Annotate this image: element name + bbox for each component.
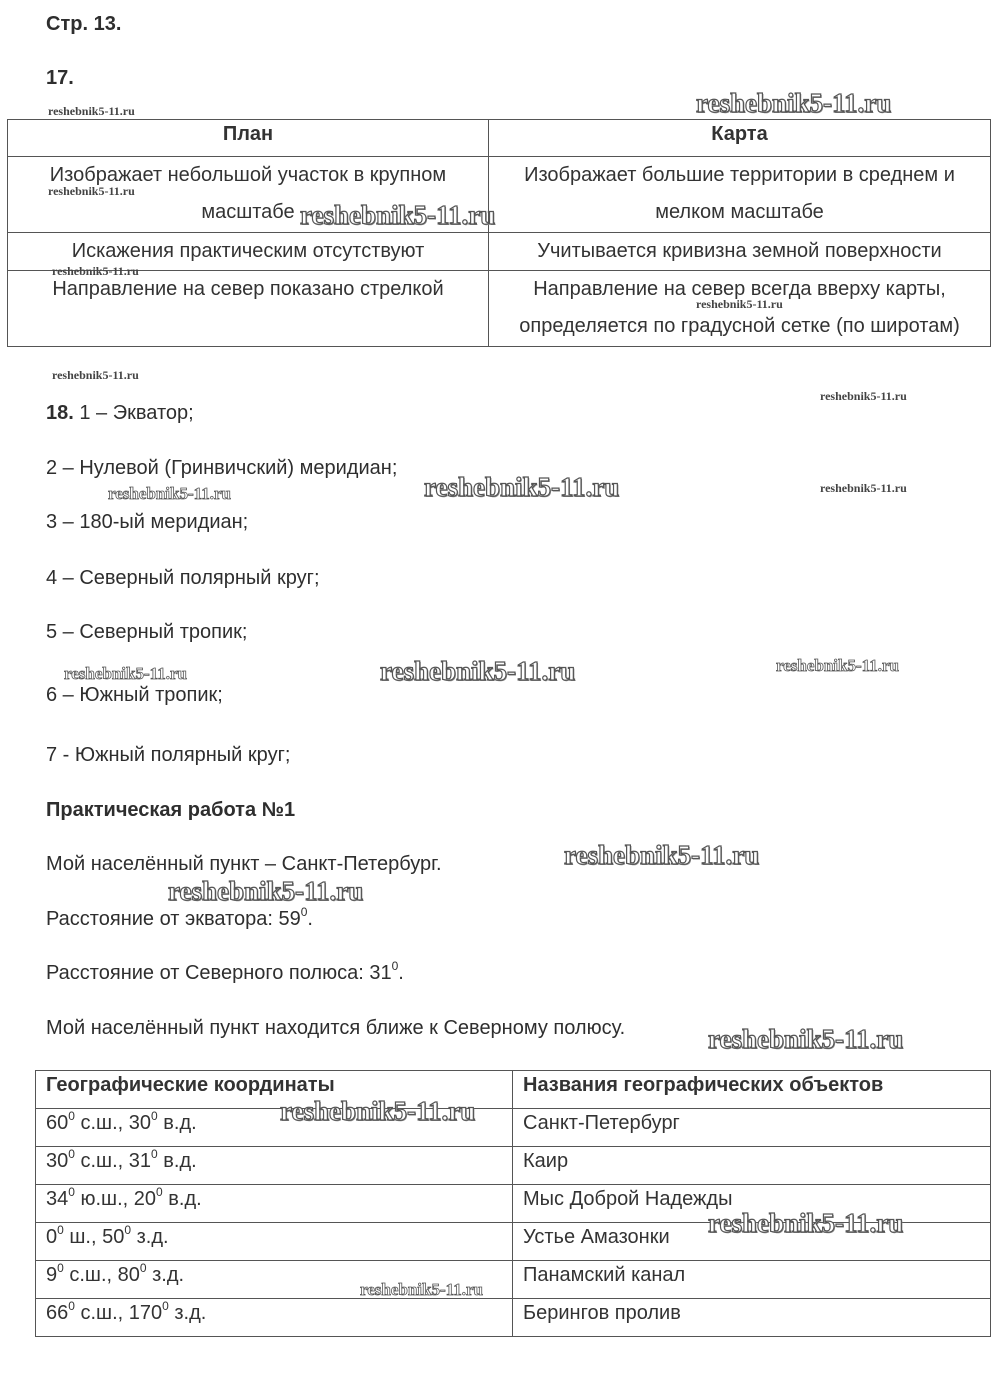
task-18-item-3: 3 – 180-ый меридиан; xyxy=(46,511,249,533)
degree-mark: 0 xyxy=(68,1109,75,1124)
watermark: reshebnik5-11.ru xyxy=(708,1208,904,1238)
latitude-direction: с.ш., xyxy=(74,1112,129,1134)
table-row xyxy=(36,1109,991,1147)
longitude-direction: в.д. xyxy=(162,1188,202,1210)
watermark: reshebnik5-11.ru xyxy=(168,876,364,906)
degree-mark: 0 xyxy=(162,1299,169,1314)
coordinates-cell xyxy=(36,1223,513,1261)
distance-pole-text: Расстояние от Северного полюса: 31 xyxy=(46,962,392,984)
table-row xyxy=(36,1261,991,1299)
task-18-item-2: 2 – Нулевой (Гринвичский) меридиан; xyxy=(46,457,398,479)
latitude-direction: с.ш., xyxy=(74,1302,129,1324)
table-row xyxy=(8,271,991,347)
watermark: reshebnik5-11.ru xyxy=(564,840,760,870)
longitude-direction: в.д. xyxy=(157,1150,197,1172)
latitude-direction: с.ш., xyxy=(63,1264,118,1286)
watermark: reshebnik5-11.ru xyxy=(820,481,907,495)
table-cell: Изображает небольшой участок в крупном масштабе xyxy=(8,157,489,233)
watermark: reshebnik5-11.ru xyxy=(52,368,139,382)
table-row xyxy=(8,233,991,271)
watermark: reshebnik5-11.ru xyxy=(708,1024,904,1054)
table-row xyxy=(8,157,991,233)
table-row xyxy=(36,1299,991,1337)
latitude: 9 xyxy=(46,1264,58,1286)
coordinates-cell xyxy=(36,1299,513,1337)
degree-mark: 0 xyxy=(156,1185,163,1200)
watermark: reshebnik5-11.ru xyxy=(360,1280,483,1299)
table-cell: Направление на север всегда вверху карты, определяется по градусной сетке (по широтам) xyxy=(489,271,991,347)
latitude: 66 xyxy=(46,1302,69,1324)
degree-mark: 0 xyxy=(57,1223,64,1238)
task-18-item-1 xyxy=(46,401,194,425)
distance-pole-line xyxy=(46,961,404,985)
watermark: reshebnik5-11.ru xyxy=(52,264,139,278)
longitude: 80 xyxy=(117,1264,140,1286)
longitude-direction: в.д. xyxy=(157,1112,197,1134)
longitude: 30 xyxy=(128,1112,152,1134)
watermark: reshebnik5-11.ru xyxy=(380,656,576,686)
practical-title: Практическая работа №1 xyxy=(46,799,296,821)
distance-equator-text: Расстояние от экватора: 59 xyxy=(46,908,301,930)
table-cell: Учитывается кривизна земной поверхности xyxy=(489,233,991,271)
column-header-objects: Названия географических объектов xyxy=(513,1071,991,1109)
watermark: reshebnik5-11.ru xyxy=(776,656,899,675)
column-header-map: Карта xyxy=(489,120,991,157)
object-name-cell: Мыс Доброй Надежды xyxy=(513,1185,991,1223)
task-18-item-7: 7 - Южный полярный круг; xyxy=(46,744,291,766)
column-header-plan: План xyxy=(8,120,489,157)
watermark: reshebnik5-11.ru xyxy=(696,88,892,118)
watermark: reshebnik5-11.ru xyxy=(108,484,231,503)
watermark: reshebnik5-11.ru xyxy=(300,200,496,230)
longitude: 20 xyxy=(133,1188,157,1210)
watermark: reshebnik5-11.ru xyxy=(696,297,783,311)
task-17-number: 17. xyxy=(46,67,74,89)
watermark: reshebnik5-11.ru xyxy=(48,104,135,118)
table-header-row xyxy=(36,1071,991,1109)
longitude: 31 xyxy=(128,1150,152,1172)
latitude-direction: ш., xyxy=(63,1226,103,1248)
degree-mark: 0 xyxy=(68,1147,75,1162)
task-18-item-4: 4 – Северный полярный круг; xyxy=(46,567,320,589)
degree-mark: 0 xyxy=(124,1223,132,1238)
period: . xyxy=(307,908,313,930)
table-cell: Изображает большие территории в среднем и мелком масштабе xyxy=(489,157,991,233)
coordinates-cell xyxy=(36,1147,513,1185)
object-name-cell: Каир xyxy=(513,1147,991,1185)
watermark: reshebnik5-11.ru xyxy=(280,1096,476,1126)
table-cell: Направление на север показано стрелкой xyxy=(8,271,489,347)
table-header-row xyxy=(8,120,991,157)
settlement-line: Мой населённый пункт – Санкт-Петербург. xyxy=(46,853,442,875)
degree-mark: 0 xyxy=(391,959,399,974)
degree-mark: 0 xyxy=(139,1261,147,1276)
degree-mark: 0 xyxy=(57,1261,64,1276)
page-number: Стр. 13. xyxy=(46,13,122,35)
degree-mark: 0 xyxy=(68,1299,75,1314)
longitude-direction: з.д. xyxy=(131,1226,169,1248)
distance-equator-line xyxy=(46,907,313,931)
degree-mark: 0 xyxy=(300,905,308,920)
degree-mark: 0 xyxy=(68,1185,75,1200)
degree-mark: 0 xyxy=(151,1147,158,1162)
column-header-coordinates: Географические координаты xyxy=(36,1071,513,1109)
conclusion-line: Мой населённый пункт находится ближе к Северному полюсу. xyxy=(46,1017,626,1039)
table-cell: Искажения практическим отсутствуют xyxy=(8,233,489,271)
coordinates-cell xyxy=(36,1185,513,1223)
longitude: 50 xyxy=(102,1226,125,1248)
latitude: 60 xyxy=(46,1112,69,1134)
longitude-direction: з.д. xyxy=(146,1264,185,1286)
watermark: reshebnik5-11.ru xyxy=(64,664,187,683)
object-name-cell: Санкт-Петербург xyxy=(513,1109,991,1147)
latitude: 34 xyxy=(46,1188,69,1210)
object-name-cell: Устье Амазонки xyxy=(513,1223,991,1261)
task-18-number: 18. xyxy=(46,402,74,424)
latitude-direction: ю.ш., xyxy=(74,1188,134,1210)
watermark: reshebnik5-11.ru xyxy=(820,389,907,403)
longitude: 170 xyxy=(128,1302,163,1324)
watermark: reshebnik5-11.ru xyxy=(424,472,620,502)
latitude-direction: с.ш., xyxy=(74,1150,129,1172)
period: . xyxy=(398,962,404,984)
list-item-text: 1 – Экватор; xyxy=(79,402,194,424)
latitude: 0 xyxy=(46,1226,58,1248)
object-name-cell: Панамский канал xyxy=(513,1261,991,1299)
task-18-item-6: 6 – Южный тропик; xyxy=(46,684,223,706)
table-row xyxy=(36,1147,991,1185)
task-18-item-5: 5 – Северный тропик; xyxy=(46,621,248,643)
plan-vs-map-table xyxy=(7,119,991,347)
latitude: 30 xyxy=(46,1150,69,1172)
watermark: reshebnik5-11.ru xyxy=(48,184,135,198)
coordinates-table xyxy=(35,1070,991,1337)
degree-mark: 0 xyxy=(151,1109,158,1124)
object-name-cell: Берингов пролив xyxy=(513,1299,991,1337)
longitude-direction: з.д. xyxy=(168,1302,207,1324)
